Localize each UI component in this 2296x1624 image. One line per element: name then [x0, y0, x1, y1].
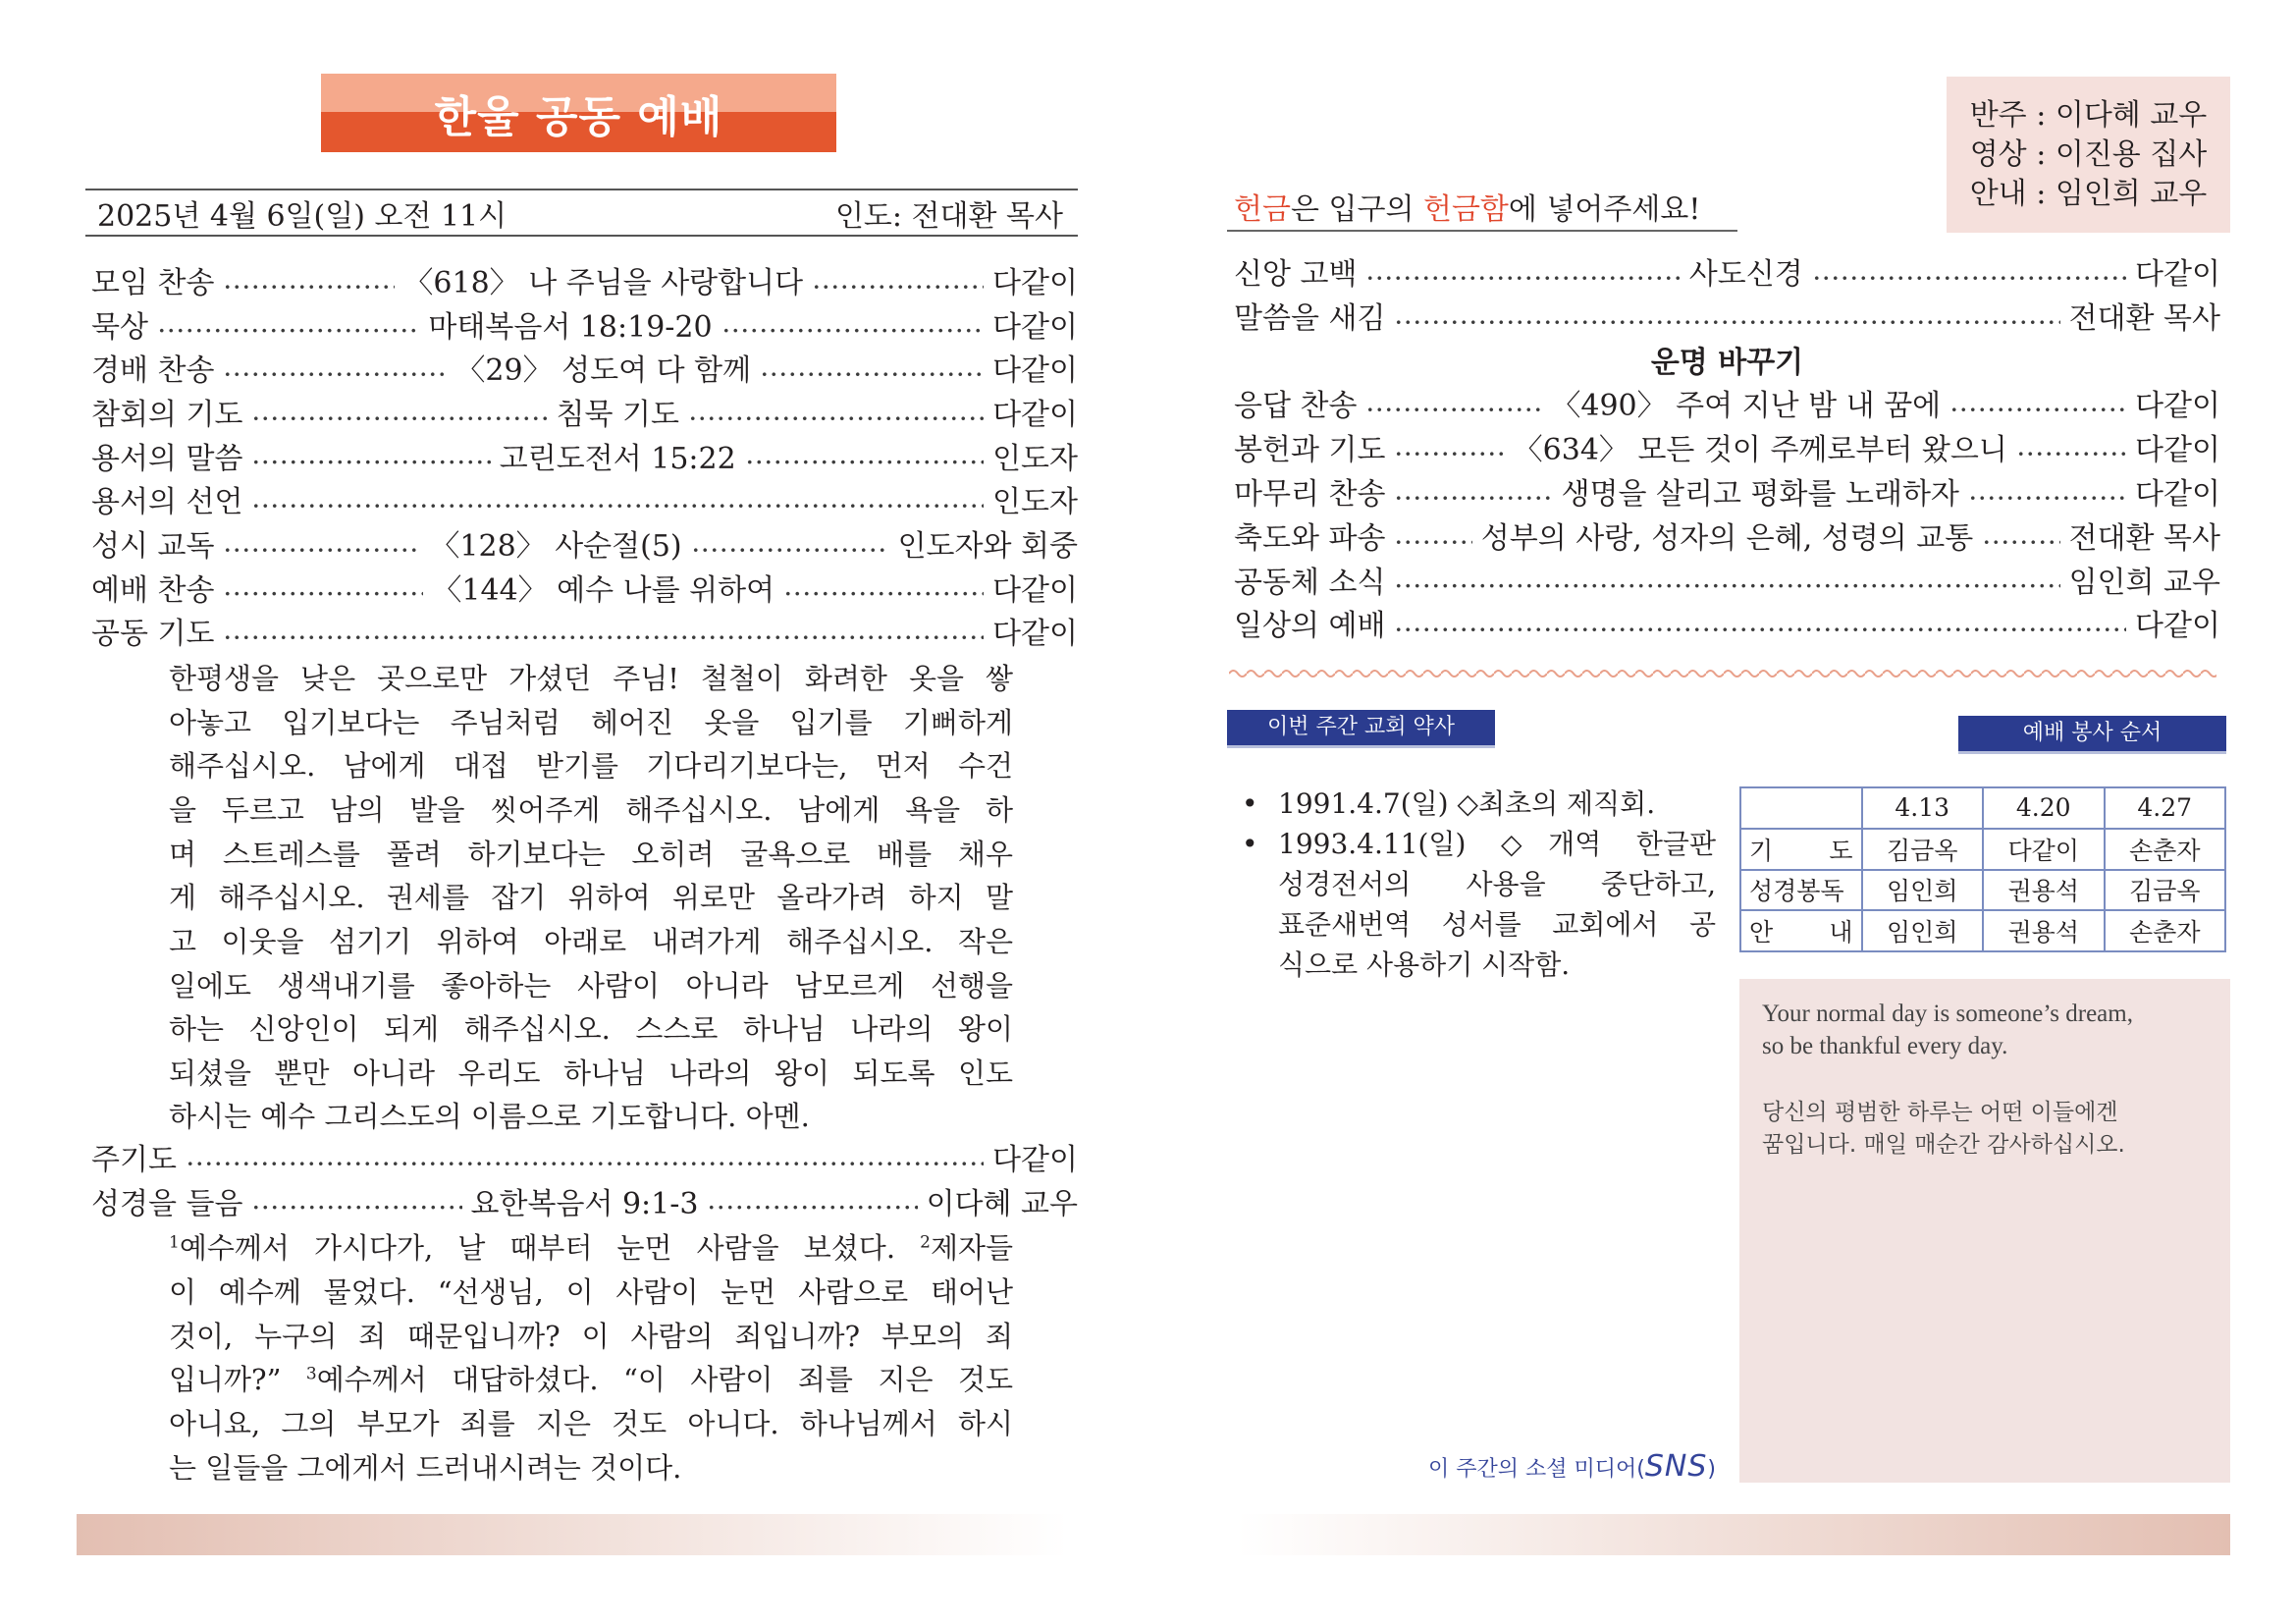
order-label: 예배 찬송: [91, 572, 215, 608]
order-person: 다같이: [2135, 609, 2220, 644]
order-row: [1234, 605, 2220, 649]
sns-caption: [1428, 1447, 1716, 1487]
order-person: 다같이: [992, 353, 1078, 389]
order-row: [91, 394, 1078, 438]
dot-leader: [1394, 429, 1504, 473]
dot-leader: [157, 306, 419, 351]
order-person: 다같이: [992, 266, 1078, 300]
order-row: [1234, 253, 2220, 298]
order-label: 말씀을 새김: [1234, 300, 1386, 336]
order-item: 〈29〉 성도여 다 함께: [455, 353, 752, 389]
dot-leader: [223, 262, 395, 306]
dot-leader: [251, 394, 547, 438]
order-label: 일상의 예배: [1234, 609, 1386, 644]
history-line: 성경전서의 사용을 중단하고,: [1278, 868, 1716, 900]
quote-line: 당신의 평범한 하루는 어떤 이들에겐: [1762, 1100, 2118, 1125]
dot-leader: [783, 569, 984, 614]
order-item: 〈144〉 예수 나를 위하여: [432, 572, 775, 608]
table-corner-cell: [1740, 787, 1862, 829]
date-leader-bar: [85, 189, 1078, 237]
order-person: 다같이: [992, 397, 1079, 432]
worship-order-left: [91, 262, 1078, 1489]
dot-leader: [1365, 385, 1542, 429]
text-line: 고 이웃을 섬기기 위하여 아래로 내려가게 해주십시오. 작은: [169, 924, 1013, 958]
order-label: 성시 교독: [91, 528, 215, 564]
order-person: 다같이: [992, 309, 1078, 345]
dot-leader: [721, 306, 984, 351]
order-label: 묵상: [91, 309, 148, 345]
order-item: 침묵 기도: [556, 397, 679, 432]
text-line: 하시는 예수 그리스도의 이름으로 기도합니다. 아멘.: [169, 1100, 810, 1134]
order-row: [1234, 385, 2220, 429]
text-segment: 이 예수께 물었다. “선생님, 이 사람이 눈먼 사람으로 태어난: [169, 1275, 1013, 1310]
text-segment: 아니요, 그의 부모가 죄를 지은 것도 아니다. 하나님께서 하시: [169, 1407, 1013, 1441]
date-header: 4.13: [1862, 787, 1984, 829]
offering-box-word: 헌금함: [1422, 192, 1509, 227]
order-person: 전대환 목사: [2068, 520, 2221, 556]
text-segment: 것이, 누구의 죄 때문입니까? 이 사람의 죄입니까? 부모의 죄: [169, 1319, 1013, 1353]
name-cell: 임인희: [1862, 910, 1984, 951]
verse-number: 1: [169, 1232, 180, 1253]
text-segment: 제자들: [930, 1231, 1013, 1266]
text-line: 하는 신앙인이 되게 해주십시오. 스스로 하나님 나라의 왕이: [169, 1012, 1013, 1047]
service-schedule-label: 예배 봉사 순서: [1958, 716, 2226, 751]
order-item: 〈634〉 모든 것이 주께로부터 왔으니: [1513, 433, 2007, 468]
order-item: 요한복음서 9:1-3: [470, 1186, 699, 1221]
quote-english: [1762, 998, 2211, 1062]
order-row: [91, 613, 1078, 657]
text-line: [169, 1402, 1013, 1446]
order-row: [91, 350, 1078, 394]
dot-leader: [1949, 385, 2126, 429]
text-line: 을 두르고 남의 발을 씻어주게 해주십시오. 남에게 욕을 하: [169, 792, 1013, 827]
order-person: 전대환 목사: [2068, 300, 2220, 336]
quote-line: 꿈입니다. 매일 매순간 감사하십시오.: [1762, 1132, 2125, 1158]
table-row: [1740, 870, 2225, 911]
date-header: 4.27: [2105, 787, 2226, 829]
dot-leader: [760, 350, 984, 394]
order-label: 응답 찬송: [1234, 389, 1358, 424]
order-person: 다같이: [2135, 389, 2221, 424]
offering-text-end: 에 넣어주세요!: [1508, 192, 1701, 227]
order-row: [91, 262, 1078, 306]
order-row: [91, 438, 1078, 482]
name-cell: 김금옥: [2105, 870, 2226, 911]
text-line: [169, 1315, 1013, 1359]
role-cell: 기 도: [1740, 829, 1862, 870]
text-segment: 예수께서 대답하셨다. “이 사람이 죄를 지은 것도: [316, 1363, 1013, 1397]
order-row: [1234, 562, 2220, 606]
scripture-text: [169, 1226, 1013, 1489]
dot-leader: [251, 438, 490, 482]
order-label: 경배 찬송: [91, 353, 215, 389]
order-person: 다같이: [992, 617, 1078, 652]
dot-leader: [1394, 605, 2126, 649]
service-title-banner: [321, 74, 836, 152]
order-person: 임인희 교우: [2068, 565, 2220, 600]
order-person: 인도자: [992, 485, 1078, 520]
order-label: 용서의 말씀: [91, 441, 243, 476]
name-cell: 손춘자: [2105, 829, 2226, 870]
dot-leader: [251, 1183, 461, 1227]
order-item: 생명을 살리고 평화를 노래하자: [1561, 476, 1959, 512]
text-segment: 예수께서 가시다가, 날 때부터 눈먼 사람을 보셨다.: [179, 1231, 921, 1266]
dot-leader: [688, 394, 984, 438]
staff-line: 안내 : 임인희 교우: [1969, 176, 2208, 211]
service-date: 2025년 4월 6일(일) 오전 11시: [97, 198, 507, 234]
service-title: 한울 공동 예배: [434, 92, 723, 142]
order-row: [91, 569, 1078, 614]
role-cell: 성경봉독: [1740, 870, 1862, 911]
footer-gradient-bar-left: [77, 1514, 1068, 1555]
name-cell: 임인희: [1862, 870, 1984, 911]
dot-leader: [223, 569, 423, 614]
name-cell: 다같이: [1983, 829, 2105, 870]
order-item: 고린도전서 15:22: [499, 441, 736, 476]
role-cell: 안 내: [1740, 910, 1862, 951]
quote-korean: [1762, 1097, 2211, 1162]
service-leader: 인도: 전대환 목사: [834, 198, 1063, 234]
text-line: 한평생을 낮은 곳으로만 가셨던 주님! 철철이 화려한 옷을 쌓: [169, 661, 1013, 695]
verse-number: 3: [305, 1364, 317, 1384]
dot-leader: [2016, 429, 2126, 473]
table-row: [1740, 910, 2225, 951]
order-row: [91, 525, 1078, 569]
order-row: [1234, 517, 2220, 562]
name-cell: 손춘자: [2105, 910, 2226, 951]
order-row: [1234, 429, 2220, 473]
verse-number: 2: [920, 1232, 931, 1253]
order-item: 〈490〉 주여 지난 밤 내 꿈에: [1551, 389, 1942, 424]
wavy-divider: [1229, 666, 2216, 681]
order-person: 인도자와 회중: [897, 528, 1078, 564]
table-row: [1740, 829, 2225, 870]
dot-leader: [223, 525, 421, 569]
dot-leader: [1394, 562, 2059, 606]
quote-box: [1739, 979, 2230, 1483]
text-segment: 는 일들을 그에게서 드러내시려는 것이다.: [169, 1450, 682, 1485]
order-label: 참회의 기도: [91, 397, 243, 432]
text-line: 아놓고 입기보다는 주님처럼 헤어진 옷을 입기를 기뻐하게: [169, 705, 1013, 739]
order-row: [91, 1139, 1078, 1183]
dot-leader: [691, 525, 889, 569]
dot-leader: [1394, 298, 2059, 342]
text-line: 일에도 생색내기를 좋아하는 사람이 아니라 남모르게 선행을: [169, 968, 1013, 1002]
history-line: 표준새번역 성서를 교회에서 공: [1278, 908, 1716, 941]
order-item: 사도신경: [1688, 257, 1803, 292]
order-item: 마태복음서 18:19-20: [428, 309, 713, 345]
staff-box: [1947, 77, 2230, 233]
text-segment: 입니까?”: [169, 1363, 306, 1397]
order-label: 용서의 선언: [91, 485, 243, 520]
prayer-text: [169, 657, 1013, 1139]
order-row: [1234, 298, 2220, 342]
order-person: 다같이: [992, 1143, 1078, 1178]
order-item: 〈618〉 나 주님을 사랑합니다: [403, 266, 804, 300]
order-label: 신앙 고백: [1234, 257, 1358, 292]
dot-leader: [223, 613, 984, 657]
church-history-label: 이번 주간 교회 약사: [1227, 710, 1495, 745]
order-person: 다같이: [2135, 476, 2220, 512]
sns-caption-close: ): [1707, 1457, 1716, 1482]
offering-text: 은 입구의: [1290, 192, 1423, 227]
order-row: [91, 1183, 1078, 1227]
order-label: 모임 찬송: [91, 266, 215, 300]
text-line: 게 해주십시오. 권세를 잡기 위하여 위로만 올라가려 하지 말: [169, 881, 1013, 915]
order-item: 〈128〉 사순절(5): [430, 528, 682, 564]
dot-leader: [1365, 253, 1680, 298]
footer-gradient-bar-right: [1237, 1514, 2230, 1555]
order-person: 이다혜 교우: [926, 1186, 1079, 1221]
service-schedule-table: [1739, 786, 2226, 952]
dot-leader: [707, 1183, 917, 1227]
sns-mark: SNS: [1644, 1449, 1708, 1484]
order-label: 봉헌과 기도: [1234, 433, 1386, 468]
dot-leader: [1968, 473, 2126, 517]
order-person: 다같이: [2135, 433, 2220, 468]
name-cell: 권용석: [1983, 910, 2105, 951]
table-header-row: [1740, 787, 2225, 829]
history-line: • 1991.4.7(일) ◇최초의 제직회.: [1278, 787, 1656, 820]
offering-word: 헌금: [1234, 192, 1291, 227]
history-item: [1278, 824, 1716, 985]
history-line: • 1993.4.11(일) ◇개역 한글판: [1278, 828, 1716, 860]
history-line: 식으로 사용하기 시작함.: [1278, 948, 1571, 981]
order-person: 다같이: [992, 572, 1078, 608]
order-label: 마무리 찬송: [1234, 476, 1386, 512]
order-person: 다같이: [2135, 257, 2220, 292]
dot-leader: [1394, 517, 1471, 562]
order-label: 공동 기도: [91, 617, 215, 652]
order-row: [91, 481, 1078, 525]
dot-leader: [1812, 253, 2126, 298]
text-line: [169, 1226, 1013, 1271]
history-item: [1278, 784, 1716, 824]
dot-leader: [1982, 517, 2059, 562]
dot-leader: [251, 481, 984, 525]
order-label: 주기도: [91, 1143, 177, 1178]
worship-order-right: [1234, 253, 2220, 649]
text-line: 해주십시오. 남에게 대접 받기를 기다리기보다는, 먼저 수건: [169, 749, 1013, 784]
order-label: 축도와 파송: [1234, 520, 1386, 556]
text-line: [169, 1358, 1013, 1402]
order-label: 공동체 소식: [1234, 565, 1386, 600]
quote-line: Your normal day is someone’s dream,: [1762, 1001, 2133, 1027]
order-person: 인도자: [992, 441, 1079, 476]
order-label: 성경을 들음: [91, 1186, 243, 1221]
date-header: 4.20: [1983, 787, 2105, 829]
text-line: [169, 1446, 1013, 1490]
sns-caption-text: 이 주간의 소셜 미디어(: [1428, 1457, 1645, 1482]
offering-notice: [1227, 189, 1737, 232]
order-row: [91, 306, 1078, 351]
order-item: 성부의 사랑, 성자의 은혜, 성령의 교통: [1480, 520, 1974, 556]
staff-line: 영상 : 이진용 집사: [1969, 136, 2208, 172]
staff-line: 반주 : 이다혜 교우: [1969, 97, 2208, 133]
church-history-list: [1278, 784, 1716, 985]
name-cell: 김금옥: [1862, 829, 1984, 870]
dot-leader: [186, 1139, 984, 1183]
text-line: [169, 1271, 1013, 1315]
dot-leader: [745, 438, 984, 482]
dot-leader: [1394, 473, 1552, 517]
order-row: [1234, 473, 2220, 517]
text-line: 되셨을 뿐만 아니라 우리도 하나님 나라의 왕이 되도록 인도: [169, 1056, 1013, 1090]
sermon-title: 운명 바꾸기: [1650, 345, 1804, 380]
quote-line: so be thankful every day.: [1762, 1033, 2008, 1059]
text-line: 며 스트레스를 풀려 하기보다는 오히려 굴욕으로 배를 채우: [169, 837, 1013, 871]
dot-leader: [223, 350, 447, 394]
name-cell: 권용석: [1983, 870, 2105, 911]
dot-leader: [812, 262, 984, 306]
